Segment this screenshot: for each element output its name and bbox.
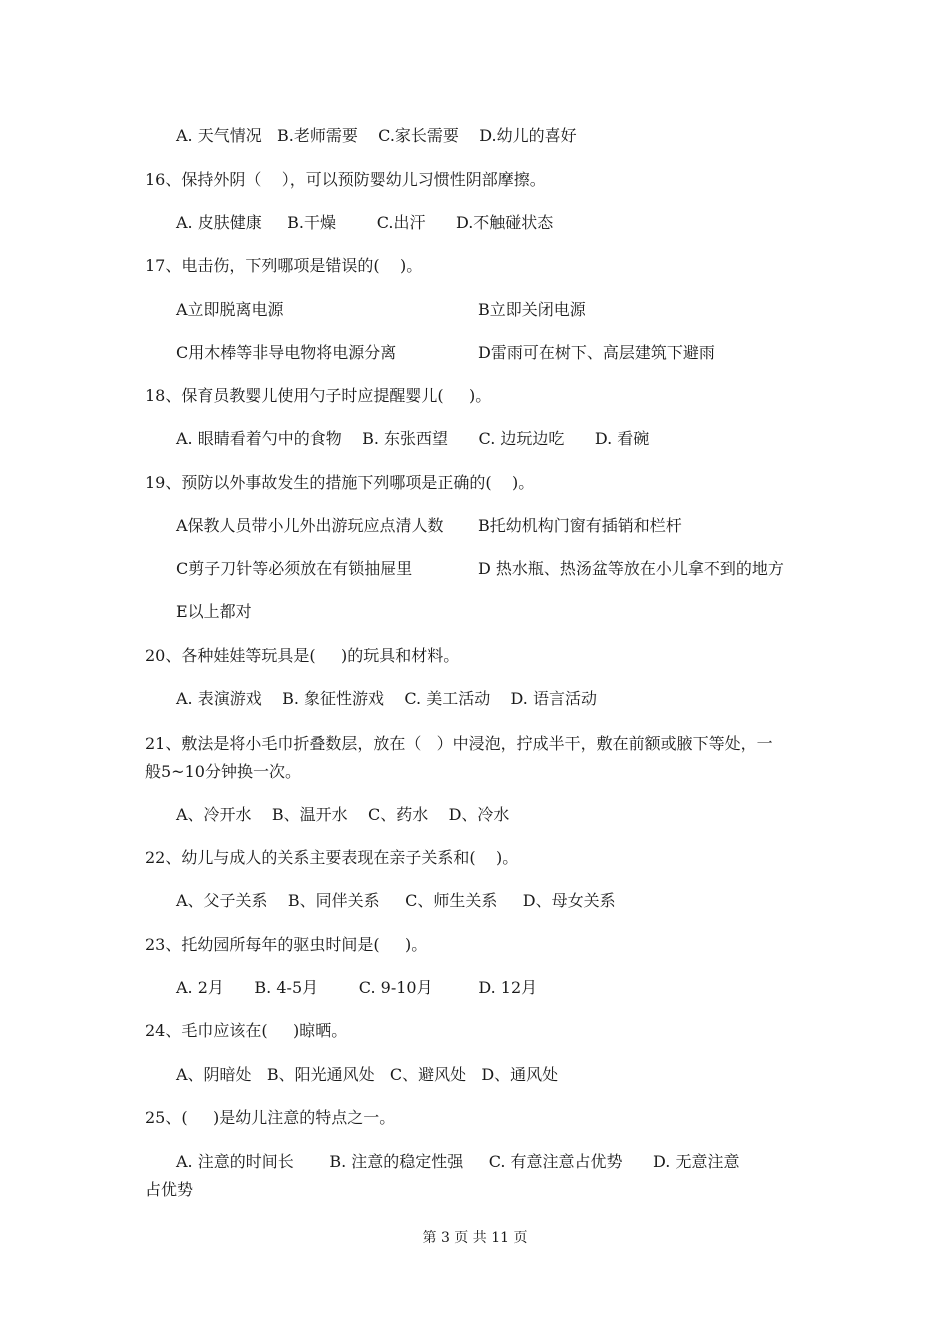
q18-stem: 18、保育员教婴儿使用勺子时应提醒婴儿( )。 [145,386,492,405]
q17-option-a: A立即脱离电源 [176,300,284,319]
q21-stem-line2: 般5~10分钟换一次。 [145,762,301,781]
q17-option-c: C用木棒等非导电物将电源分离 [176,343,397,362]
q20-options: A. 表演游戏 B. 象征性游戏 C. 美工活动 D. 语言活动 [176,689,597,708]
q15-options: A. 天气情况 B.老师需要 C.家长需要 D.幼儿的喜好 [176,126,577,145]
q19-option-b: B托幼机构门窗有插销和栏杆 [478,516,682,535]
q16-options: A. 皮肤健康 B.干燥 C.出汗 D.不触碰状态 [176,213,554,232]
q19-option-d: D 热水瓶、热汤盆等放在小儿拿不到的地方 [478,559,784,578]
q21-stem-line1: 21、敷法是将小毛巾折叠数层，放在（ ）中浸泡，拧成半干，敷在前额或腋下等处，一 [145,734,773,753]
q17-option-d: D雷雨可在树下、高层建筑下避雨 [478,343,715,362]
q17-stem: 17、电击伤，下列哪项是错误的( )。 [145,256,423,275]
q17-option-b: B立即关闭电源 [478,300,586,319]
q19-stem: 19、预防以外事故发生的措施下列哪项是正确的( )。 [145,473,535,492]
page-footer: 第 3 页 共 11 页 [422,1230,528,1246]
q18-options: A. 眼睛看着勺中的食物 B. 东张西望 C. 边玩边吃 D. 看碗 [176,429,650,448]
q19-option-e: E以上都对 [176,602,252,621]
q24-options: A、阴暗处 B、阳光通风处 C、避风处 D、通风处 [176,1065,559,1084]
q22-stem: 22、幼儿与成人的关系主要表现在亲子关系和( )。 [145,848,519,867]
q23-options: A. 2月 B. 4-5月 C. 9-10月 D. 12月 [176,978,538,997]
q22-options: A、父子关系 B、同伴关系 C、师生关系 D、母女关系 [176,891,616,910]
q21-options: A、冷开水 B、温开水 C、药水 D、冷水 [176,805,510,824]
q25-stem: 25、( )是幼儿注意的特点之一。 [145,1108,396,1127]
q19-option-c: C剪子刀针等必须放在有锁抽屉里 [176,559,413,578]
q19-option-a: A保教人员带小儿外出游玩应点清人数 [176,516,444,535]
q20-stem: 20、各种娃娃等玩具是( )的玩具和材料。 [145,646,460,665]
q25-options-line1: A. 注意的时间长 B. 注意的稳定性强 C. 有意注意占优势 D. 无意注意 [176,1152,740,1171]
q23-stem: 23、托幼园所每年的驱虫时间是( )。 [145,935,428,954]
q24-stem: 24、毛巾应该在( )晾晒。 [145,1021,348,1040]
q25-options-line2: 占优势 [145,1180,194,1199]
q16-stem: 16、保持外阴（ ），可以预防婴幼儿习惯性阴部摩擦。 [145,170,546,189]
